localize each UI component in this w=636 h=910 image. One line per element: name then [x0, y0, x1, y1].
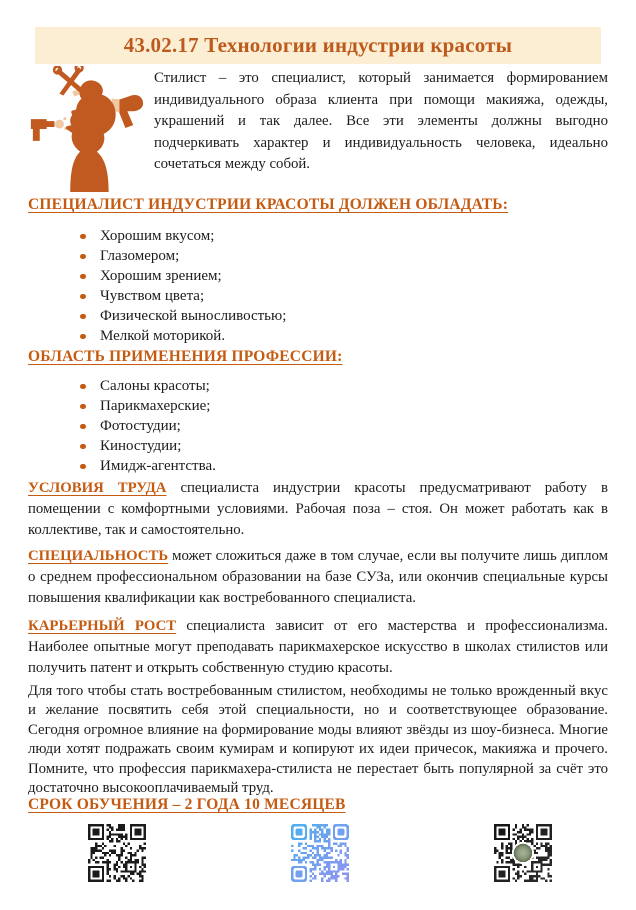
- list-item: Физической выносливостью;: [28, 306, 608, 326]
- paragraph-conclusion: [28, 682, 608, 798]
- stylist-silhouette-illustration: [28, 66, 152, 192]
- list-item: Глазомером;: [28, 246, 608, 266]
- paragraph-text: специалиста зависит от его мастерства и профессионализма. Наиболее опытные могут преподавать парикмахерское искусство в школах стилистов или получить патент и открыть собственную студию красоты.: [28, 618, 609, 676]
- intro-section: [28, 66, 608, 192]
- list-item: Мелкой моторикой.: [28, 326, 608, 346]
- paragraph-lead: КАРЬЕРНЫЙ РОСТ: [28, 618, 177, 634]
- list-item: Киностудии;: [28, 436, 608, 456]
- section-heading-study-duration: СРОК ОБУЧЕНИЯ – 2 ГОДА 10 МЕСЯЦЕВ: [28, 796, 346, 813]
- header-band: [35, 27, 601, 64]
- list-item: Фотостудии;: [28, 416, 608, 436]
- bullet-list-workplaces: [28, 376, 608, 476]
- section-heading-specialist: СПЕЦИАЛИСТ ИНДУСТРИИ КРАСОТЫ ДОЛЖЕН ОБЛАДАТЬ:: [28, 196, 509, 213]
- paragraph-text: может сложиться даже в том случае, если вы получите лишь диплом о среднем профессиональном образовании на базе СУЗа, или окончив специальные курсы повышения квалификации как востребованного специалиста.: [28, 548, 608, 606]
- qr-code-with-logo: [494, 824, 552, 882]
- paragraph-text: Для того чтобы стать востребованным стилистом, необходимы не только врожденный вкус и желание посвятить себя этой специальности, но и соответствующее образование. Сегодня огромное влияние на формирование моды влияют звёзды из шоу-бизнеса. Многие люди хотят подражать своим кумирам и копируют их идеи причесок, макияжа и прочего. Помните, что профессия парикмахера-стилиста не перестает быть популярной за счёт это достаточно высокооплачиваемый труд.: [28, 683, 608, 797]
- paragraph-speciality: [28, 546, 608, 608]
- list-item: Салоны красоты;: [28, 376, 608, 396]
- section-heading-application-area: ОБЛАСТЬ ПРИМЕНЕНИЯ ПРОФЕССИИ:: [28, 348, 343, 365]
- paragraph-text: специалиста индустрии красоты предусматривают работу в помещении с комфортными условиями. Рабочая поза – стоя. Он может работать как в коллективе, так и самостоятельно.: [28, 480, 608, 538]
- list-item: Чувством цвета;: [28, 286, 608, 306]
- list-item: Парикмахерские;: [28, 396, 608, 416]
- paragraph-lead: СПЕЦИАЛЬНОСТЬ: [28, 548, 169, 564]
- qr-code-black-icon: [88, 824, 146, 882]
- paragraph-working-conditions: [28, 478, 608, 540]
- stylist-silhouette-icon: [28, 66, 146, 192]
- qr-code-row: [28, 824, 608, 882]
- bullet-list-skills: [28, 226, 608, 346]
- qr-code-with-logo-icon: [494, 824, 552, 882]
- paragraph-career-growth: [28, 616, 608, 678]
- qr-code-blue: [291, 824, 349, 882]
- intro-paragraph: Стилист – это специалист, который занимается формированием индивидуального образа клиента при помощи макияжа, одежды, украшений и так далее. Все эти элементы должны выгодно подчеркивать характер и индивидуальность человека, идеально сочетаться между собой.: [154, 70, 608, 173]
- list-item: Хорошим зрением;: [28, 266, 608, 286]
- list-item: Хорошим вкусом;: [28, 226, 608, 246]
- paragraph-lead: УСЛОВИЯ ТРУДА: [28, 480, 167, 496]
- qr-code-blue-icon: [291, 824, 349, 882]
- list-item: Имидж-агентства.: [28, 456, 608, 476]
- qr-code-black: [88, 824, 146, 882]
- page-title: 43.02.17 Технологии индустрии красоты: [123, 33, 513, 57]
